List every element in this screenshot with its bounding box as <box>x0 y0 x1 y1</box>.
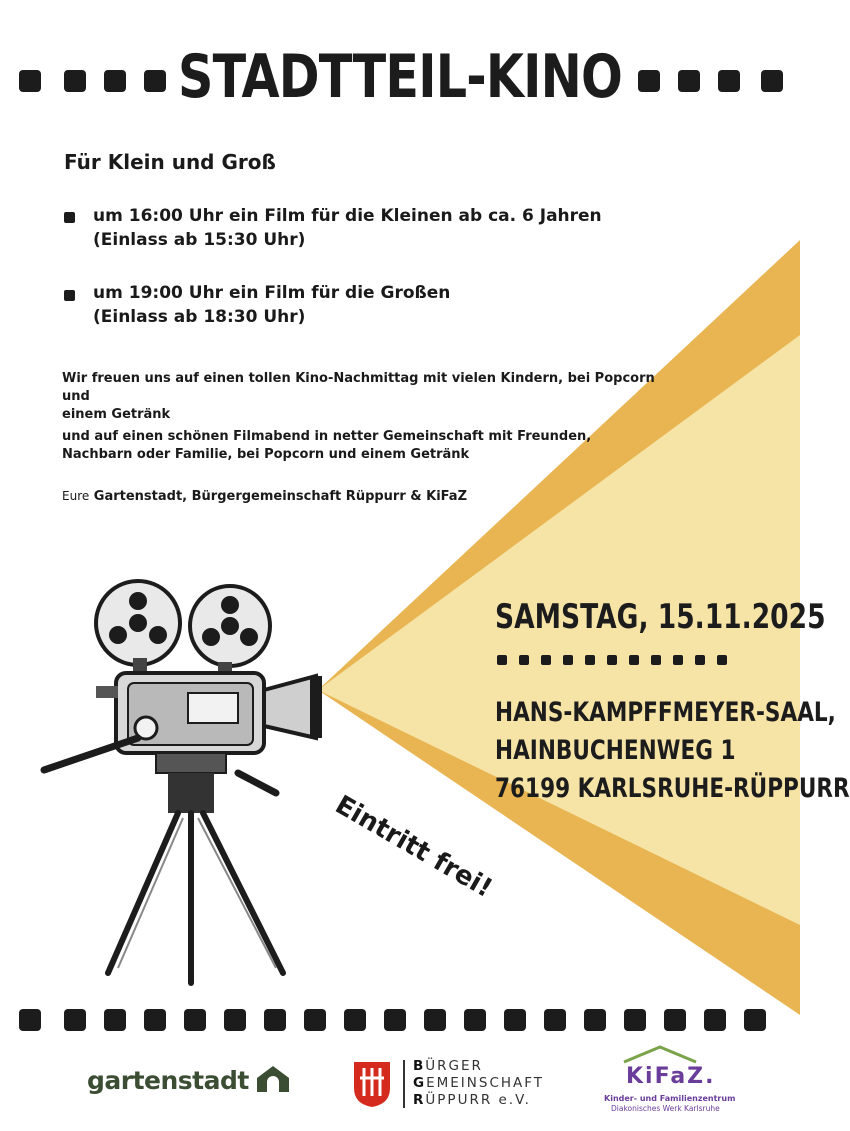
schedule-item-admission: (Einlass ab 15:30 Uhr) <box>93 230 306 250</box>
bg-word-rest: ÜRGER <box>425 1058 483 1074</box>
buergergemeinschaft-logo <box>413 1058 544 1109</box>
dotted-divider <box>497 655 739 665</box>
event-date: SAMSTAG, 15.11.2025 <box>495 597 826 637</box>
paragraph-line: Nachbarn oder Familie, bei Popcorn und einem Getränk <box>62 447 470 462</box>
bg-initial: R <box>413 1092 426 1108</box>
bullet-icon <box>64 290 75 301</box>
paragraph-line: und auf einen schönen Filmabend in netter Gemeinschaft mit Freunden, <box>62 429 592 444</box>
schedule-item-line: um 16:00 Uhr ein Film für die Kleinen ab ca. 6 Jahren <box>93 206 602 226</box>
film-projector-illustration <box>38 578 338 988</box>
schedule-item <box>93 204 602 252</box>
paragraph-line: Wir freuen uns auf einen tollen Kino-Nachmittag mit vielen Kindern, bei Popcorn und <box>62 371 655 404</box>
signature-text: Gartenstadt, Bürgergemeinschaft Rüppurr & KiFaZ <box>93 489 467 504</box>
page-title: STADTTEIL-KINO <box>177 42 622 112</box>
schedule-item-admission: (Einlass ab 18:30 Uhr) <box>93 307 306 327</box>
roof-icon <box>620 1044 700 1064</box>
kifaz-logo: KiFaZ. <box>626 1064 716 1089</box>
coat-of-arms-icon <box>352 1060 392 1108</box>
bg-divider <box>403 1060 405 1108</box>
signature-prefix: Eure <box>62 489 90 503</box>
subheading: Für Klein und Groß <box>64 150 276 174</box>
signature <box>62 487 682 506</box>
paragraph-line: einem Getränk <box>62 407 171 422</box>
kifaz-subtitle: Kinder- und Familienzentrum <box>604 1094 736 1103</box>
gartenstadt-logo: gartenstadt <box>87 1066 249 1095</box>
venue-street: HAINBUCHENWEG 1 <box>495 735 736 766</box>
schedule-item-line: um 19:00 Uhr ein Film für die Großen <box>93 283 451 303</box>
evening-paragraph <box>62 428 682 464</box>
venue-city: 76199 KARLSRUHE-RÜPPURR <box>495 773 850 804</box>
schedule-item <box>93 281 450 329</box>
bg-initial: G <box>413 1075 427 1091</box>
house-icon <box>255 1064 291 1094</box>
welcome-paragraph <box>62 370 682 424</box>
bg-initial: B <box>413 1058 426 1074</box>
kifaz-organization: Diakonisches Werk Karlsruhe <box>611 1104 720 1113</box>
venue-name: HANS-KAMPFFMEYER-SAAL, <box>495 697 836 728</box>
free-admission-label: Eintritt frei! <box>330 790 498 904</box>
bg-word-rest: EMEINSCHAFT <box>426 1075 545 1091</box>
bg-word-rest: ÜPPURR e.V. <box>425 1092 531 1108</box>
bullet-icon <box>64 212 75 223</box>
